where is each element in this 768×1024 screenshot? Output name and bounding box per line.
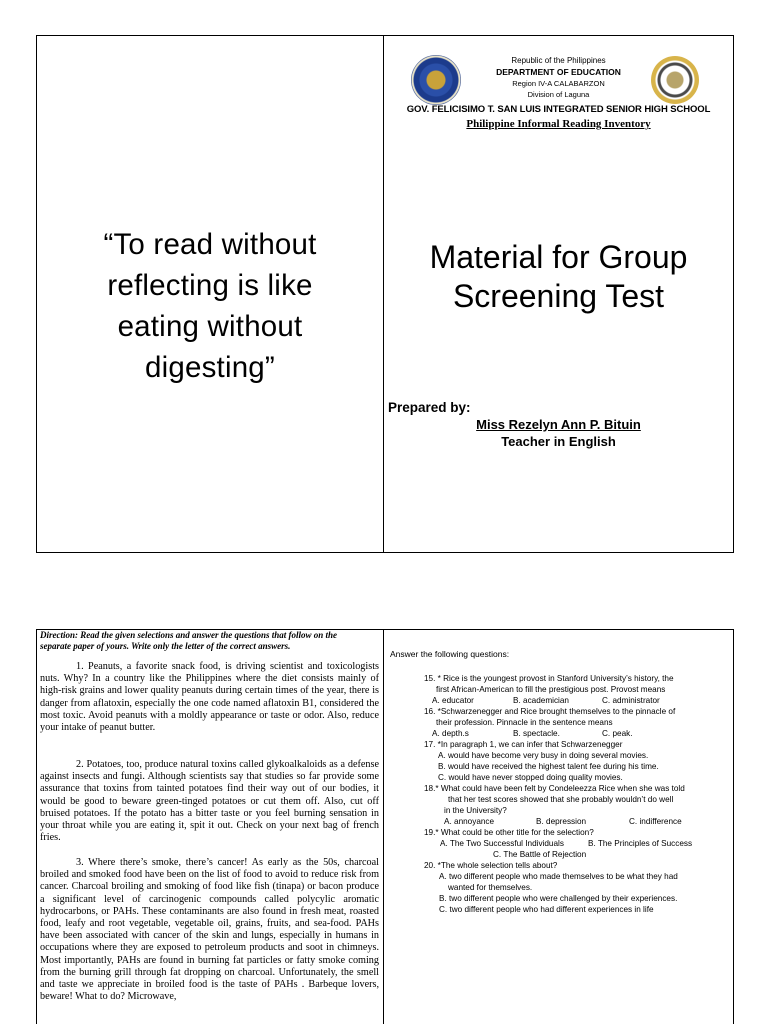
option: A. annoyance — [444, 817, 495, 826]
option: A. depth.s — [432, 729, 469, 738]
inventory-title: Philippine Informal Reading Inventory — [466, 118, 651, 130]
division-label: Division of Laguna — [527, 90, 590, 99]
cover-panel — [383, 35, 734, 553]
quote-line: “To read without — [103, 228, 317, 261]
paragraph: 3. Where there’s smoke, there’s cancer! As early as the 50s, charcoal broiled and smoked food have been on the list of food to avoid to reduce risk from cancer. Charcoal broiling and smoking of food like fish (tinapa) or bacon produce a significant level of carcinogenic compounds called polycylic aromatic hydrocarbons, or PAHs. These contaminants are also found in fresh meat, roasted food, leafy and root vegetable, vegetable oil, grains, fruits, and sea-food. PAHs have been associated with cancer of the skin and lungs, especially in humans in occupations where they are exposed to petroleum products and soot in chimneys. Most importantly, PAHs are found in burning fat particles or fatty smoke coming from the burning grill through fat dropping on charcoal. Unfortunately, the smell and taste we appreciate in broiled food is the taste of PAHs . Barbeque lovers, beware! What to do? Microwave, — [40, 857, 379, 1003]
department-label: DEPARTMENT OF EDUCATION — [496, 67, 621, 77]
question-20: 20. *The whole selection tells about? — [424, 861, 558, 870]
question-15: 15. * Rice is the youngest provost in Stanford University’s history, the — [424, 674, 674, 683]
question-16: 16. *Schwarzenegger and Rice brought themselves to the pinnacle of — [424, 707, 676, 716]
quote-line: digesting” — [145, 351, 275, 384]
option: B. spectacle. — [513, 729, 560, 738]
question-16-cont: their profession. Pinnacle in the sentence means — [436, 718, 613, 727]
prepared-by-label: Prepared by: — [388, 400, 471, 415]
region-label: Region IV-A CALABARZON — [512, 79, 605, 88]
questions-panel — [383, 629, 734, 1024]
quote-text — [57, 224, 363, 388]
question-18-cont: in the University? — [444, 806, 507, 815]
option: C. The Battle of Rejection — [493, 850, 587, 859]
option: A. would have become very busy in doing several movies. — [438, 751, 649, 760]
question-15-cont: first African-American to fill the prestigious post. Provost means — [436, 685, 666, 694]
option: A. The Two Successful Individuals — [440, 839, 564, 848]
option: C. peak. — [602, 729, 633, 738]
questions-heading: Answer the following questions: — [390, 649, 510, 659]
school-name: GOV. FELICISIMO T. SAN LUIS INTEGRATED SENIOR HIGH SCHOOL — [406, 104, 711, 115]
reading-panel — [36, 629, 384, 1024]
paragraph: 1. Peanuts, a favorite snack food, is driving scientist and toxicologists nuts. Why? In a country like the Philippines where the diet consists mainly of high-risk grains and lower quality peanuts during certain times of the year, there is danger from aflatoxin, especially the one code named aflatoxin B1, considered the most toxic. Avoid peanuts with a moldly appearance or taste or odor. Also, reduce your intake of peanut butter. — [40, 661, 379, 734]
quote-line: reflecting is like — [107, 269, 313, 302]
option: C. indifference — [629, 817, 682, 826]
option: B. academician — [513, 696, 569, 705]
option: C. would have never stopped doing quality movies. — [438, 773, 623, 782]
question-18-cont: that her test scores showed that she probably wouldn’t do well — [448, 795, 674, 804]
document-title — [384, 238, 733, 316]
quote-panel — [36, 35, 384, 553]
quote-line: eating without — [117, 310, 303, 343]
republic-label: Republic of the Philippines — [511, 56, 606, 65]
paragraph: 2. Potatoes, too, produce natural toxins called glykoalkaloids as a defense against insects and fungi. Although scientists say that studies so far provide some assurance that toxins from tainted potatoes find their way out of our bodies, it would be good to beware green-tinged potatoes or cut them off. Also, cut off bruised potatoes. If the potato has a bitter taste or you feel burning sensation in your throat while you are eating it, spit it out. Check on your next bag of french fries. — [40, 759, 379, 844]
option: A. educator — [432, 696, 474, 705]
question-18: 18.* What could have been felt by Condeleezza Rice when she was told — [424, 784, 685, 793]
option: B. The Principles of Success — [588, 839, 693, 848]
option: B. two different people who were challenged by their experiences. — [439, 894, 678, 903]
title-line: Screening Test — [452, 278, 665, 314]
option: C. two different people who had different experiences in life — [439, 905, 654, 914]
option: A. two different people who made themselves to be what they had — [439, 872, 678, 881]
preparer-role: Teacher in English — [501, 434, 616, 449]
option-cont: wanted for themselves. — [448, 883, 533, 892]
option: B. depression — [536, 817, 587, 826]
question-17: 17. *In paragraph 1, we can infer that Schwarzenegger — [424, 740, 623, 749]
option: C. administrator — [602, 696, 660, 705]
option: B. would have received the highest talent fee during his time. — [438, 762, 659, 771]
direction-text: Direction: Read the given selections and answer the questions that follow on the separate paper of yours. Write only the letter of the correct answers. — [40, 630, 338, 651]
title-line: Material for Group — [429, 239, 688, 275]
question-19: 19.* What could be other title for the selection? — [424, 828, 594, 837]
preparer-name: Miss Rezelyn Ann P. Bituin — [476, 417, 641, 432]
